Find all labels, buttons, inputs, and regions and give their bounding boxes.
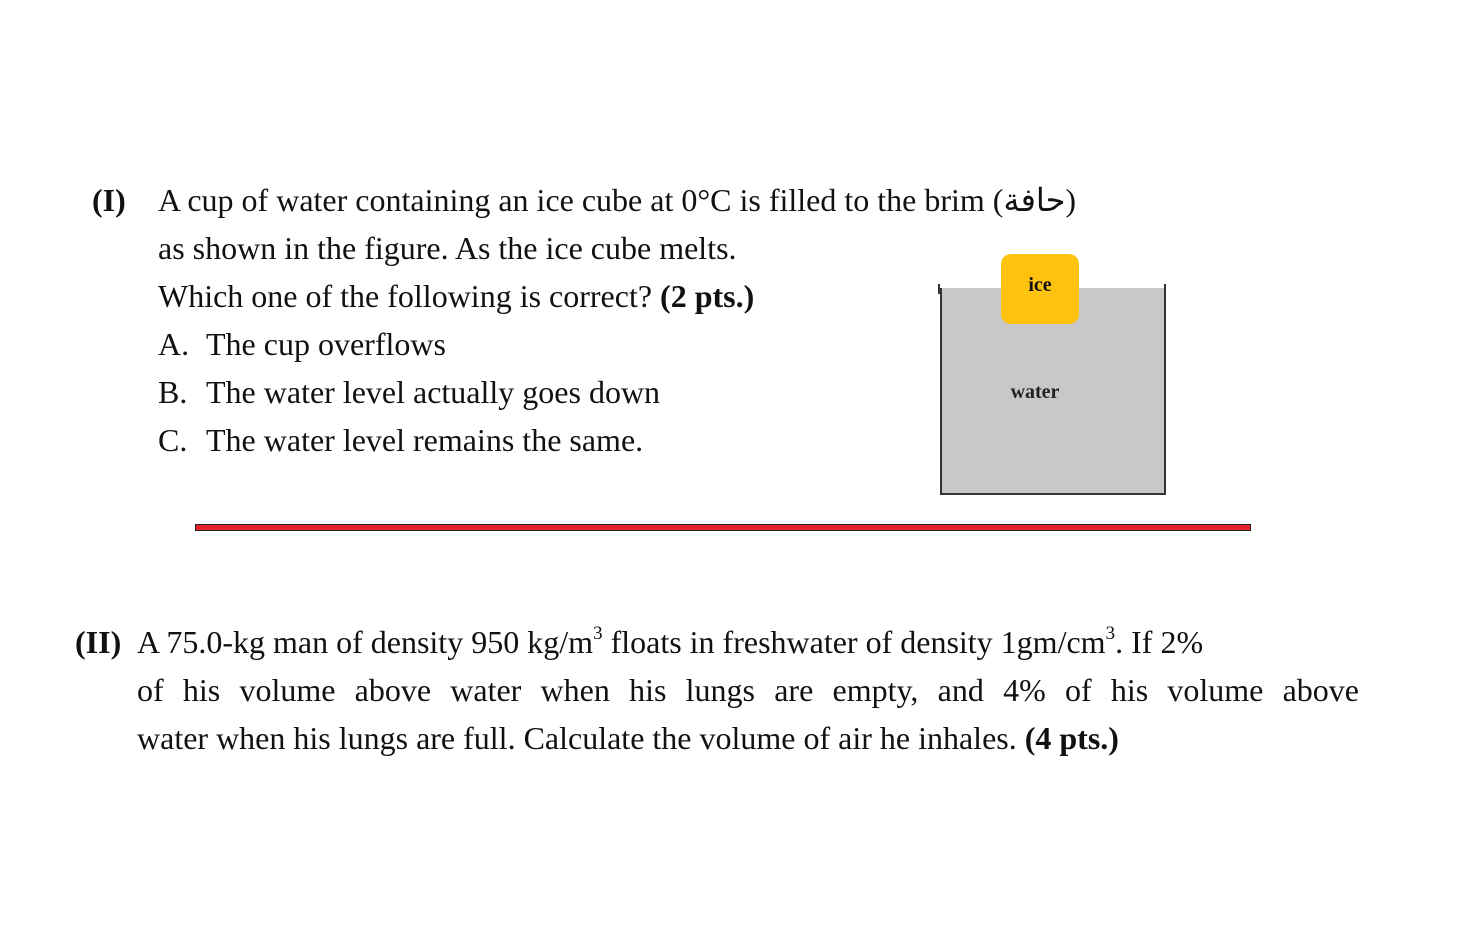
option-b-text: The water level actually goes down: [206, 374, 661, 410]
question-1-line-3: [158, 276, 754, 316]
section-divider: [195, 524, 1251, 531]
option-b: [158, 372, 660, 412]
option-a-text: The cup overflows: [206, 326, 446, 362]
question-2-line-1: [137, 622, 1203, 662]
option-a-letter: A.: [158, 326, 190, 362]
superscript-3: 3: [1105, 623, 1116, 645]
question-2-text-a: A 75.0-kg man of density 950 kg/m: [137, 624, 593, 660]
superscript-3: 3: [592, 623, 603, 645]
question-2-label: (II): [75, 624, 122, 660]
option-c-letter: C.: [158, 422, 188, 458]
question-1-label: (I): [92, 182, 126, 218]
cup-figure: [925, 248, 1185, 500]
question-2-line-2: of his volume above water when his lungs are empty, and 4% of his volume above: [137, 672, 1359, 708]
water-label: water: [1010, 381, 1060, 403]
question-1-line-1: A cup of water containing an ice cube at 0°C is filled to the brim (حافة): [158, 182, 1077, 218]
option-b-letter: B.: [158, 374, 188, 410]
ice-label: ice: [1028, 274, 1052, 296]
question-1-prompt: Which one of the following is correct?: [158, 278, 661, 314]
question-1-line-2: as shown in the figure. As the ice cube melts.: [158, 230, 737, 266]
cup-brim-left: [938, 284, 940, 294]
cup-brim-right: [1164, 284, 1166, 294]
question-2-line-3: [137, 718, 1119, 758]
option-a: [158, 324, 446, 364]
question-2-prompt: water when his lungs are full. Calculate the volume of air he inhales.: [137, 720, 1025, 756]
question-2-text-c: . If 2%: [1115, 624, 1204, 660]
option-c-text: The water level remains the same.: [206, 422, 644, 458]
question-1-points: (2 pts.): [660, 278, 755, 314]
question-2-text-b: floats in freshwater of density 1gm/cm: [602, 624, 1106, 660]
question-2-points: (4 pts.): [1024, 720, 1119, 756]
option-c: [158, 420, 643, 460]
